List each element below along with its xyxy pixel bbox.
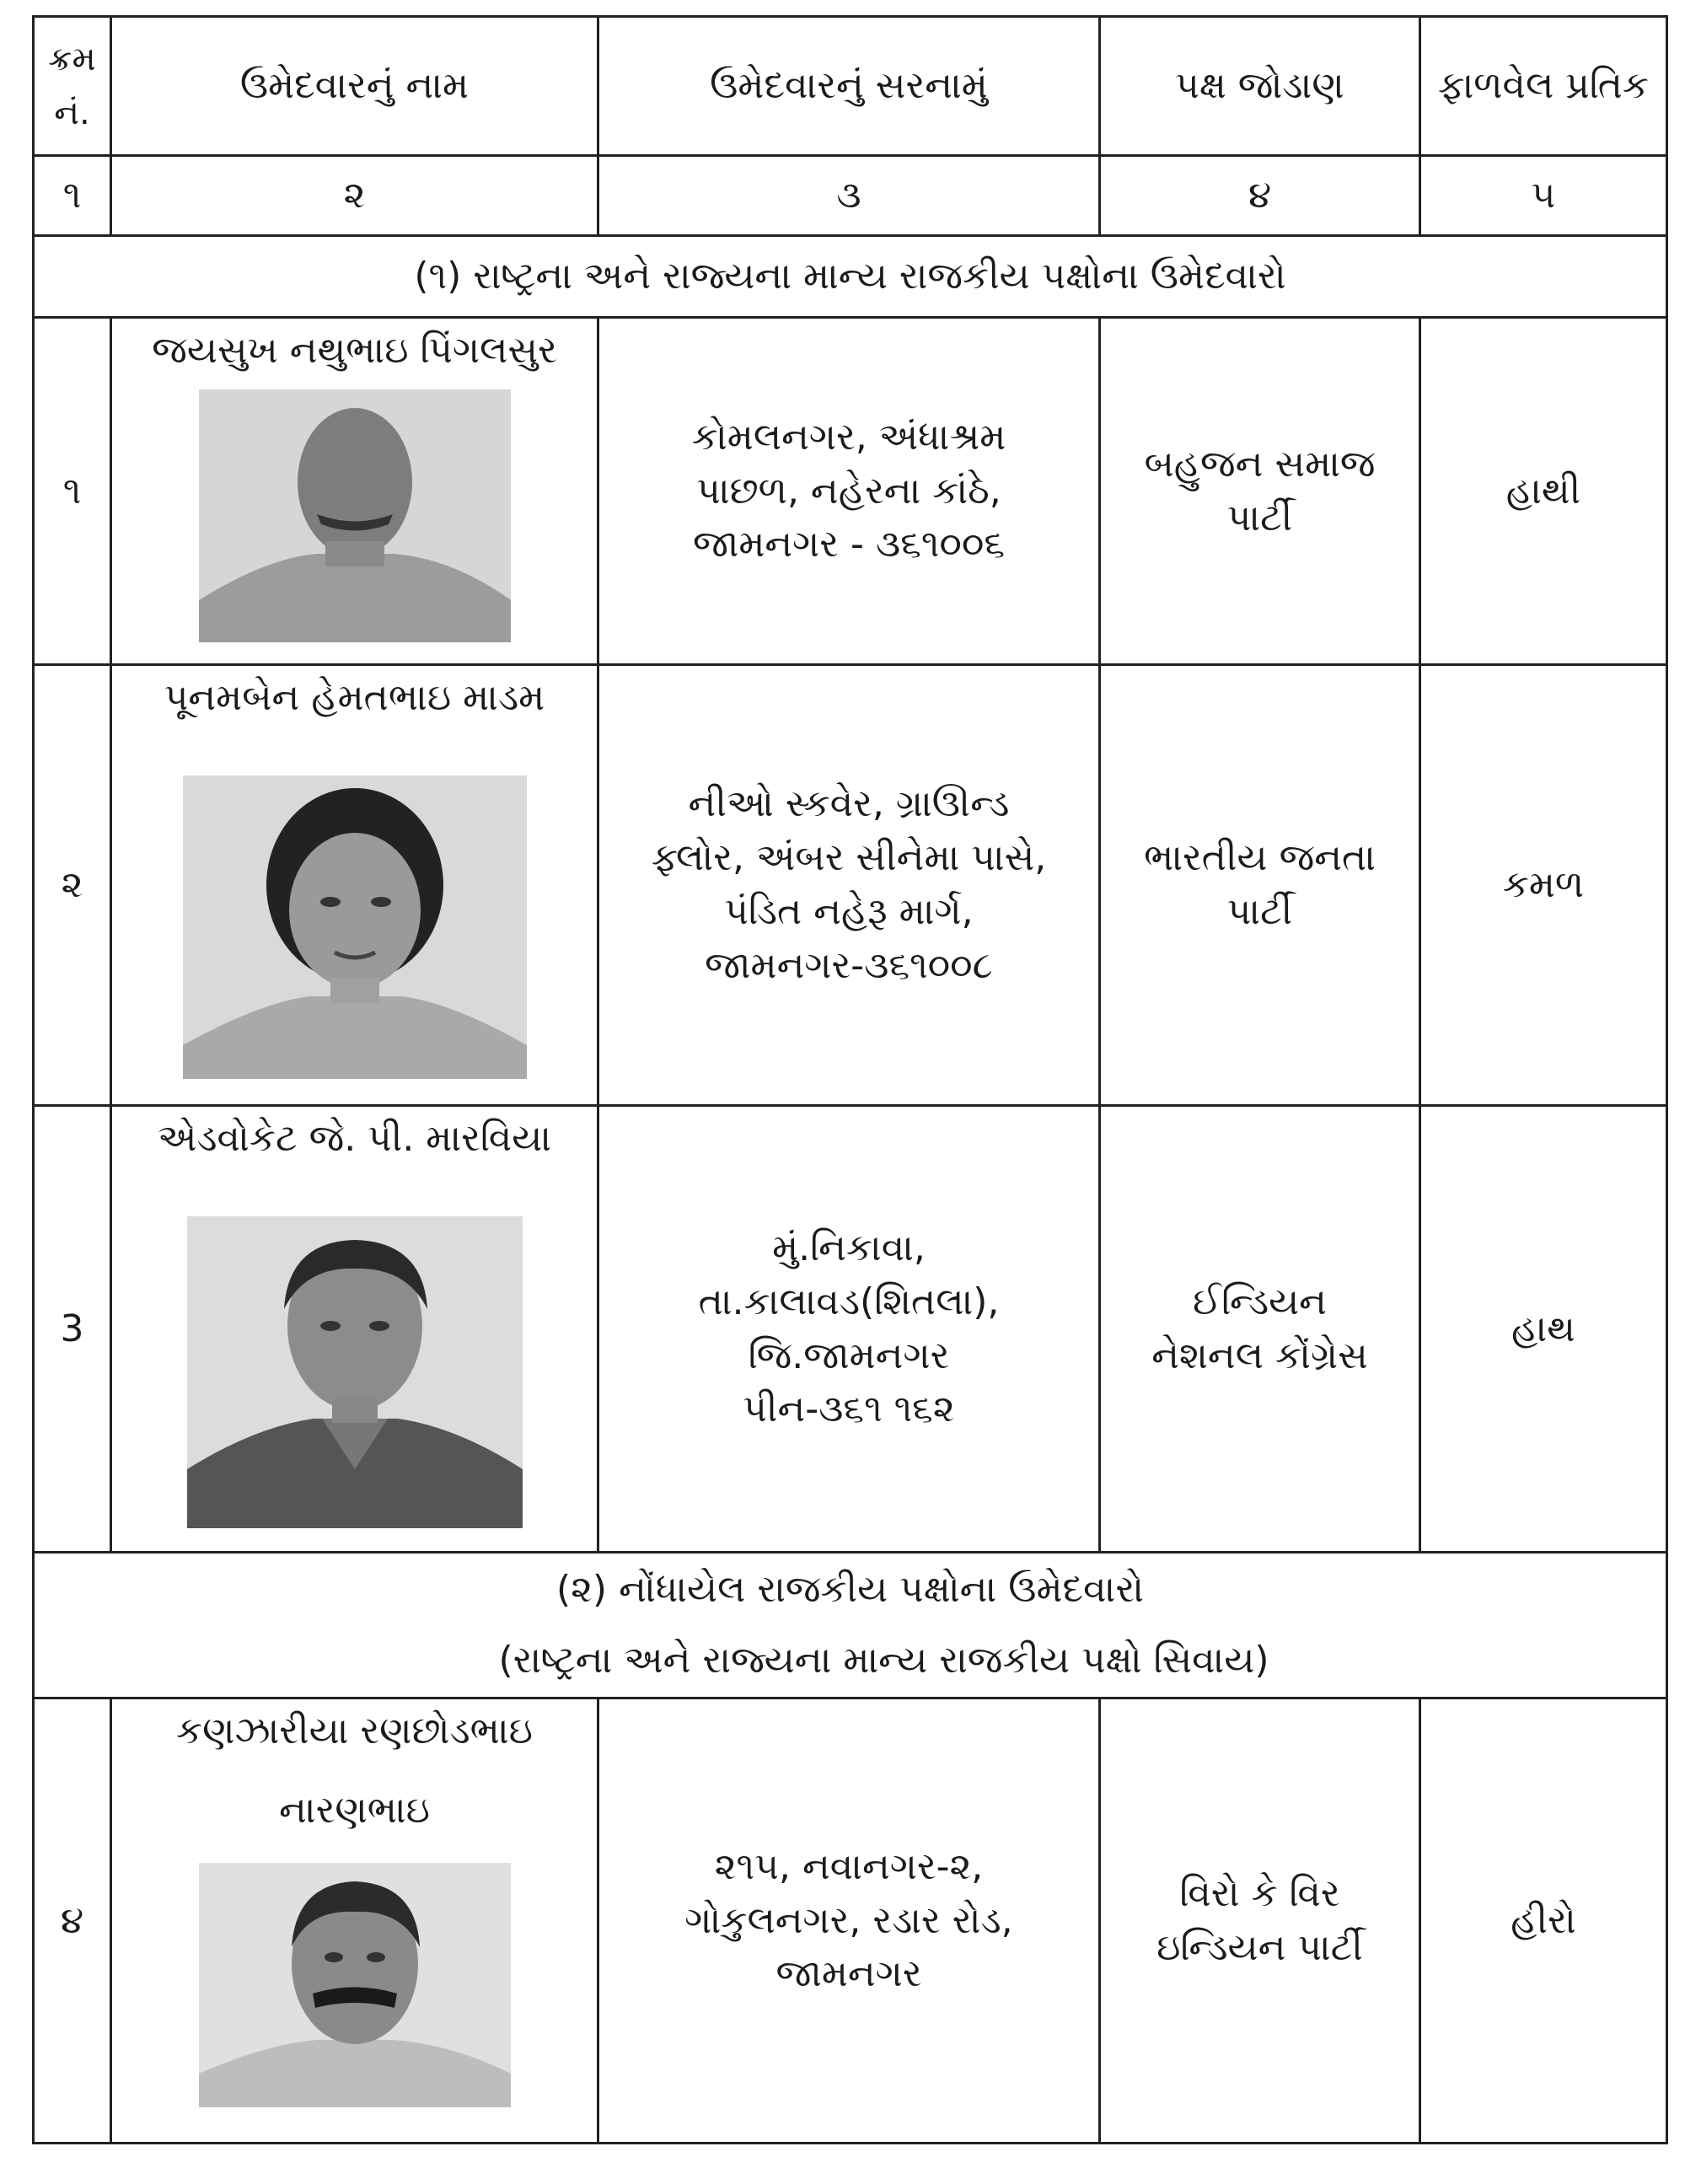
candidate-name: પૂનમબેન હેમતભાઇ માડમ bbox=[164, 676, 545, 719]
party-line: પાર્ટી bbox=[1226, 890, 1293, 933]
candidate-party bbox=[1100, 1698, 1420, 2144]
candidate-name-line2: નારણભાઇ bbox=[279, 1788, 430, 1832]
address-line: તા.કાલાવડ(શિતલા), bbox=[698, 1280, 1000, 1323]
party-line: પાર્ટી bbox=[1226, 496, 1293, 539]
party-line: ઇન્ડિયન પાર્ટી bbox=[1156, 1925, 1363, 1969]
candidate-serial: ૧ bbox=[34, 318, 111, 665]
candidate-name-cell bbox=[111, 318, 598, 665]
section-title: (૧) રાષ્ટ્રના અને રાજ્યના માન્ય રાજકીય પક્ષોના ઉમેદવારો bbox=[34, 236, 1667, 318]
address-line: મું.નિકાવા, bbox=[772, 1226, 926, 1269]
candidate-serial: 3 bbox=[34, 1106, 111, 1553]
address-line: જામનગર - ૩૬૧૦૦૬ bbox=[692, 523, 1006, 566]
section-row bbox=[34, 1553, 1667, 1698]
candidate-address bbox=[598, 1106, 1100, 1553]
address-line: ૨૧૫, નવાનગર-૨, bbox=[714, 1844, 984, 1888]
party-line: ઈન્ડિયન bbox=[1193, 1280, 1327, 1323]
party-line: બહુજન સમાજ bbox=[1144, 442, 1376, 486]
candidate-name: એડવોકેટ જે. પી. મારવિયા bbox=[157, 1117, 552, 1160]
address-line: પાછળ, નહેરના કાંઠે, bbox=[696, 469, 1001, 512]
section-title bbox=[34, 1553, 1667, 1698]
column-number-row bbox=[34, 156, 1667, 236]
candidate-symbol: કમળ bbox=[1420, 665, 1667, 1106]
candidate-address bbox=[598, 665, 1100, 1106]
candidate-photo bbox=[199, 1863, 511, 2107]
section-title-line: (૨) નોંધાયેલ રાજકીય પક્ષોના ઉમેદવારો bbox=[555, 1568, 1145, 1612]
party-line: ભારતીય જનતા bbox=[1144, 836, 1376, 880]
table-row bbox=[34, 665, 1667, 1106]
address-line: કોમલનગર, અંધાશ્રમ bbox=[691, 415, 1006, 459]
column-number: ૪ bbox=[1100, 156, 1420, 236]
table-row bbox=[34, 318, 1667, 665]
candidate-name-cell bbox=[111, 665, 598, 1106]
party-line: નેશનલ કોંગ્રેસ bbox=[1151, 1333, 1368, 1377]
address-line: ગોકુલનગર, રડાર રોડ, bbox=[684, 1898, 1013, 1942]
header-party: પક્ષ જોડાણ bbox=[1100, 17, 1420, 156]
candidate-symbol: હીરો bbox=[1420, 1698, 1667, 2144]
candidate-photo bbox=[187, 1216, 523, 1528]
address-line: જામનગર-૩૬૧૦૦૮ bbox=[705, 943, 993, 987]
party-line: વિરો કે વિર bbox=[1179, 1871, 1340, 1915]
address-line: જિ.જામનગર bbox=[748, 1333, 950, 1377]
section-row bbox=[34, 236, 1667, 318]
candidate-photo bbox=[183, 775, 527, 1079]
header-address: ઉમેદવારનું સરનામું bbox=[598, 17, 1100, 156]
candidate-name-cell bbox=[111, 1106, 598, 1553]
address-line: પંડિત નહેરૂ માર્ગ, bbox=[724, 890, 974, 933]
candidate-party bbox=[1100, 318, 1420, 665]
candidate-name: કણઝારીયા રણછોડભાઇ bbox=[176, 1709, 533, 1752]
column-number: ૨ bbox=[111, 156, 598, 236]
column-number: ૫ bbox=[1420, 156, 1667, 236]
candidate-address bbox=[598, 1698, 1100, 2144]
header-symbol: ફાળવેલ પ્રતિક bbox=[1420, 17, 1667, 156]
candidate-photo bbox=[199, 389, 511, 642]
column-number: ૩ bbox=[598, 156, 1100, 236]
column-number: ૧ bbox=[34, 156, 111, 236]
candidate-serial: ૪ bbox=[34, 1698, 111, 2144]
header-row bbox=[34, 17, 1667, 156]
candidate-name: જયસુખ નથુભાઇ પિંગલસુર bbox=[152, 329, 557, 372]
table-row bbox=[34, 1698, 1667, 2144]
candidate-name-cell bbox=[111, 1698, 598, 2144]
candidates-table bbox=[32, 15, 1668, 2144]
candidate-address bbox=[598, 318, 1100, 665]
address-line: નીઓ સ્કવેર, ગ્રાઊન્ડ bbox=[688, 782, 1010, 826]
table-row bbox=[34, 1106, 1667, 1553]
candidate-symbol: હાથી bbox=[1420, 318, 1667, 665]
header-name: ઉમેદવારનું નામ bbox=[111, 17, 598, 156]
candidate-party bbox=[1100, 1106, 1420, 1553]
candidate-party bbox=[1100, 665, 1420, 1106]
candidate-symbol: હાથ bbox=[1420, 1106, 1667, 1553]
address-line: ફ્લોર, અંબર સીનેમા પાસે, bbox=[651, 836, 1047, 880]
section-subtitle: (રાષ્ટ્રના અને રાજ્યના માન્ય રાજકીય પક્ષો સિવાય) bbox=[498, 1639, 1269, 1682]
header-serial: ક્રમ નં. bbox=[34, 17, 111, 156]
address-line: પીન-૩૬૧ ૧૬૨ bbox=[743, 1387, 955, 1431]
address-line: જામનગર bbox=[775, 1952, 922, 1996]
candidate-serial: ૨ bbox=[34, 665, 111, 1106]
